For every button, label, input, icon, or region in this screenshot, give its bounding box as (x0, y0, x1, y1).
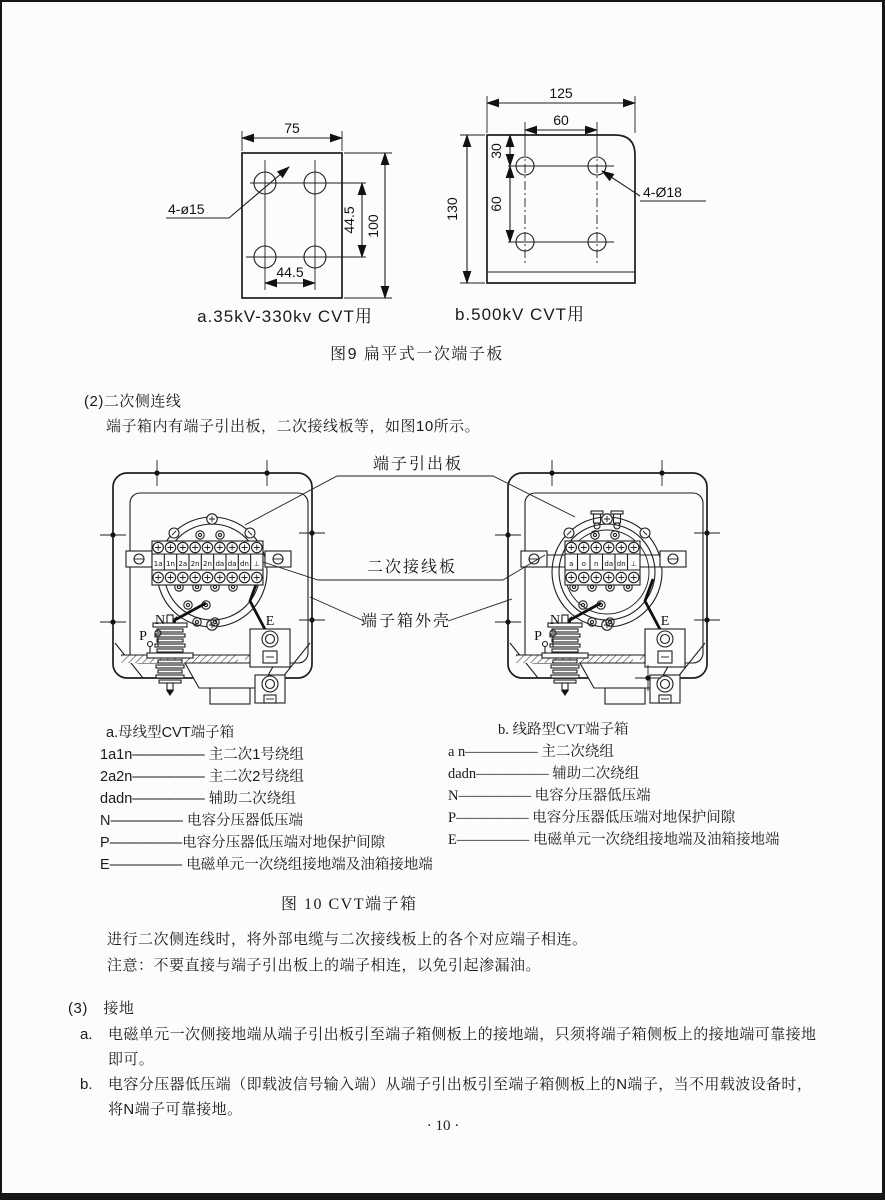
figure9-drawing (90, 85, 795, 330)
svg-text:⊥: ⊥ (253, 560, 260, 568)
svg-text:da: da (215, 560, 225, 568)
svg-text:1n: 1n (166, 560, 175, 568)
legend-item: N————— 电容分压器低压端 (100, 813, 303, 829)
callout-wiring-board: 二次接线板 (366, 559, 458, 576)
callout-lead-out-plate: 端子引出板 (372, 456, 464, 473)
svg-text:da: da (604, 560, 614, 568)
label-e-b: E (660, 614, 670, 629)
note-paragraph-1: 进行二次侧连线时，将外部电缆与二次接线板上的各个对应端子相连。 (107, 931, 588, 948)
section2-body: 端子箱内有端子引出板，二次接线板等，如图10所示。 (106, 418, 481, 435)
svg-text:2a: 2a (178, 560, 188, 568)
label-e-a: E (265, 614, 275, 629)
dim-a-height: 100 (365, 214, 381, 238)
fig10-caption: 图 10 CVT端子箱 (281, 896, 418, 913)
section2-title: (2)二次侧连线 (84, 393, 182, 410)
legend-item: 2a2n————— 主二次2号绕组 (100, 769, 304, 785)
dim-b-edge-offset: 30 (488, 143, 504, 159)
legend-a-title: a.母线型CVT端子箱 (106, 725, 235, 741)
dim-a-hole-v: 44.5 (341, 206, 357, 234)
legend-item: P————— 电容分压器低压端对地保护间隙 (448, 810, 736, 826)
fig10-legend-b (448, 719, 848, 851)
dim-b-hole-v: 60 (488, 196, 504, 212)
label-n-a: N (154, 613, 166, 628)
legend-item: E————— 电磁单元一次绕组接地端及油箱接地端 (448, 832, 780, 848)
page-border-top (0, 0, 885, 2)
dim-b-hole-h: 60 (553, 112, 569, 128)
dim-a-holes: 4-ø15 (168, 201, 205, 217)
svg-text:n: n (594, 560, 599, 568)
label-n-b: N (549, 613, 561, 628)
legend-item: P—————电容分压器低压端对地保护间隙 (100, 835, 386, 851)
section3-title: (3) 接地 (68, 1000, 135, 1017)
page-border-left (0, 0, 2, 1200)
legend-b-title: b. 线路型CVT端子箱 (498, 722, 629, 738)
section3-item-b (80, 1072, 825, 1122)
plate-a-drawing (166, 120, 392, 298)
note-paragraph-2: 注意：不要直接与端子引出板上的端子相连，以免引起渗漏油。 (107, 957, 542, 974)
svg-text:a: a (569, 560, 574, 568)
item-text: 电容分压器低压端（即载波信号输入端）从端子引出板引至端子箱侧板上的N端子，当不用载波设备时，将N端子可靠接地。 (108, 1076, 813, 1118)
svg-text:dn: dn (616, 560, 626, 568)
dim-a-hole-h: 44.5 (276, 264, 304, 280)
dim-a-width: 75 (284, 120, 300, 136)
fig9-caption: 图9 扁平式一次端子板 (330, 346, 504, 363)
svg-text:dn: dn (240, 560, 249, 568)
page-number: · 10 · (426, 1118, 460, 1134)
item-text: 电磁单元一次侧接地端从端子引出板引至端子箱侧板上的接地端，只须将端子箱侧板上的接地端可靠接地即可。 (108, 1026, 817, 1068)
dim-b-width: 125 (549, 85, 573, 101)
legend-item: 1a1n————— 主二次1号绕组 (100, 747, 304, 763)
svg-text:2n: 2n (190, 560, 200, 568)
fig9-plate-a-caption: a.35kV-330kv CVT用 (197, 307, 373, 326)
plate-b-drawing (444, 85, 706, 283)
legend-item: dadn————— 辅助二次绕组 (448, 766, 640, 782)
fig9-plate-b-caption: b.500kV CVT用 (454, 305, 586, 324)
page-border-bottom (0, 1193, 885, 1200)
terminal-box-a (100, 460, 325, 704)
item-label: a. (80, 1026, 93, 1043)
legend-item: N————— 电容分压器低压端 (448, 788, 651, 804)
svg-text:2n: 2n (203, 560, 212, 568)
svg-text:da: da (227, 560, 237, 568)
fig10-legend-a (100, 722, 460, 876)
item-label: b. (80, 1076, 93, 1093)
legend-item: a n————— 主二次绕组 (448, 744, 614, 760)
figure10-drawing (80, 450, 810, 720)
terminal-strip-b (565, 541, 640, 585)
legend-item: E————— 电磁单元一次绕组接地端及油箱接地端 (100, 857, 433, 873)
dim-b-height: 130 (444, 197, 460, 221)
section3-item-a (80, 1022, 825, 1072)
dim-b-holes: 4-Ø18 (643, 184, 682, 200)
svg-text:1a: 1a (153, 560, 163, 568)
svg-text:⊥: ⊥ (630, 560, 637, 568)
callout-shell: 端子箱外壳 (360, 613, 452, 630)
terminal-box-b (495, 460, 720, 704)
label-p-a: P (139, 629, 147, 644)
svg-text:o: o (581, 560, 586, 568)
label-p-b: P (534, 629, 542, 644)
terminal-strip-a (152, 541, 263, 585)
legend-item: dadn————— 辅助二次绕组 (100, 791, 296, 807)
